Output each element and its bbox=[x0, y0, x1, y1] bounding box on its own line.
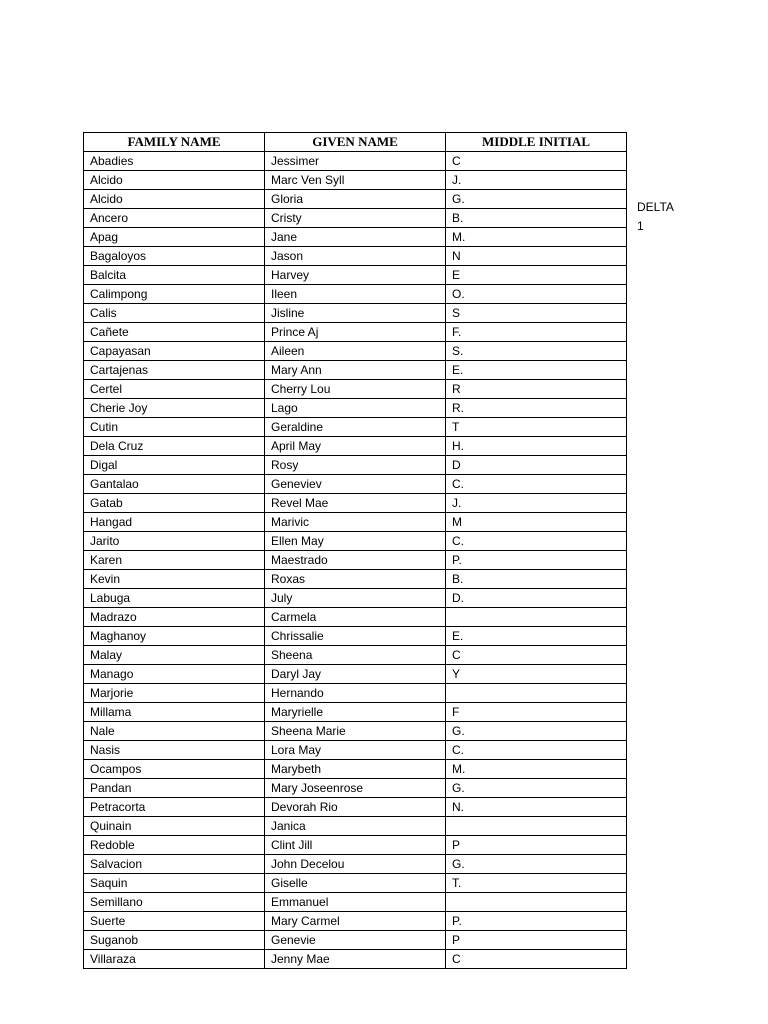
group-label-number: 1 bbox=[637, 219, 644, 233]
given-name-cell: Roxas bbox=[265, 570, 446, 589]
middle-initial-cell: F bbox=[446, 703, 627, 722]
middle-initial-cell: O. bbox=[446, 285, 627, 304]
family-name-cell: Cañete bbox=[84, 323, 265, 342]
middle-initial-cell: B. bbox=[446, 209, 627, 228]
table-row bbox=[84, 760, 627, 779]
table-row bbox=[84, 646, 627, 665]
table-row bbox=[84, 152, 627, 171]
middle-initial-header: MIDDLE INITIAL bbox=[446, 133, 627, 152]
given-name-cell: Marivic bbox=[265, 513, 446, 532]
table-row bbox=[84, 418, 627, 437]
table-row bbox=[84, 456, 627, 475]
family-name-cell: Dela Cruz bbox=[84, 437, 265, 456]
family-name-cell: Saquin bbox=[84, 874, 265, 893]
family-name-cell: Nasis bbox=[84, 741, 265, 760]
given-name-cell: Jessimer bbox=[265, 152, 446, 171]
middle-initial-cell: P bbox=[446, 931, 627, 950]
table-row bbox=[84, 684, 627, 703]
table-row bbox=[84, 323, 627, 342]
table-row bbox=[84, 836, 627, 855]
given-name-cell: Cherry Lou bbox=[265, 380, 446, 399]
given-name-cell: Giselle bbox=[265, 874, 446, 893]
group-label-name: DELTA bbox=[637, 200, 674, 214]
table-row bbox=[84, 551, 627, 570]
middle-initial-cell: C bbox=[446, 646, 627, 665]
middle-initial-cell: T bbox=[446, 418, 627, 437]
table-row bbox=[84, 608, 627, 627]
middle-initial-cell: M. bbox=[446, 760, 627, 779]
table-row bbox=[84, 475, 627, 494]
table-row bbox=[84, 931, 627, 950]
family-name-cell: Alcido bbox=[84, 190, 265, 209]
family-name-cell: Salvacion bbox=[84, 855, 265, 874]
family-name-cell: Villaraza bbox=[84, 950, 265, 969]
given-name-cell: Jenny Mae bbox=[265, 950, 446, 969]
given-name-cell: Prince Aj bbox=[265, 323, 446, 342]
given-name-cell: John Decelou bbox=[265, 855, 446, 874]
middle-initial-cell: C bbox=[446, 152, 627, 171]
family-name-cell: Abadies bbox=[84, 152, 265, 171]
middle-initial-cell: P. bbox=[446, 912, 627, 931]
family-name-cell: Pandan bbox=[84, 779, 265, 798]
given-name-cell: Hernando bbox=[265, 684, 446, 703]
family-name-cell: Cherie Joy bbox=[84, 399, 265, 418]
name-roster-table bbox=[83, 132, 627, 969]
given-name-cell: Daryl Jay bbox=[265, 665, 446, 684]
middle-initial-cell: C. bbox=[446, 532, 627, 551]
given-name-cell: Devorah Rio bbox=[265, 798, 446, 817]
middle-initial-cell: R. bbox=[446, 399, 627, 418]
middle-initial-cell bbox=[446, 684, 627, 703]
given-name-cell: Harvey bbox=[265, 266, 446, 285]
given-name-cell: Sheena Marie bbox=[265, 722, 446, 741]
given-name-cell: Jane bbox=[265, 228, 446, 247]
middle-initial-cell: E. bbox=[446, 627, 627, 646]
middle-initial-cell: G. bbox=[446, 855, 627, 874]
given-name-cell: Marc Ven Syll bbox=[265, 171, 446, 190]
table-row bbox=[84, 209, 627, 228]
middle-initial-cell: Y bbox=[446, 665, 627, 684]
middle-initial-cell: R bbox=[446, 380, 627, 399]
family-name-cell: Cutin bbox=[84, 418, 265, 437]
middle-initial-cell: C. bbox=[446, 741, 627, 760]
family-name-cell: Semillano bbox=[84, 893, 265, 912]
given-name-cell: Maryrielle bbox=[265, 703, 446, 722]
middle-initial-cell: M. bbox=[446, 228, 627, 247]
given-name-cell: Mary Ann bbox=[265, 361, 446, 380]
given-name-cell: Ellen May bbox=[265, 532, 446, 551]
given-name-cell: April May bbox=[265, 437, 446, 456]
given-name-cell: Geraldine bbox=[265, 418, 446, 437]
family-name-cell: Ocampos bbox=[84, 760, 265, 779]
middle-initial-cell: E bbox=[446, 266, 627, 285]
table-row bbox=[84, 893, 627, 912]
table-row bbox=[84, 513, 627, 532]
table-row bbox=[84, 171, 627, 190]
family-name-cell: Quinain bbox=[84, 817, 265, 836]
table-row bbox=[84, 494, 627, 513]
family-name-cell: Millama bbox=[84, 703, 265, 722]
given-name-cell: Ileen bbox=[265, 285, 446, 304]
given-name-cell: Geneviev bbox=[265, 475, 446, 494]
family-name-cell: Petracorta bbox=[84, 798, 265, 817]
family-name-cell: Malay bbox=[84, 646, 265, 665]
family-name-cell: Nale bbox=[84, 722, 265, 741]
table-row bbox=[84, 589, 627, 608]
table-row bbox=[84, 304, 627, 323]
family-name-cell: Bagaloyos bbox=[84, 247, 265, 266]
table-row bbox=[84, 228, 627, 247]
given-name-cell: Marybeth bbox=[265, 760, 446, 779]
given-name-cell: Clint Jill bbox=[265, 836, 446, 855]
table-row bbox=[84, 361, 627, 380]
family-name-cell: Capayasan bbox=[84, 342, 265, 361]
table-row bbox=[84, 912, 627, 931]
middle-initial-cell: H. bbox=[446, 437, 627, 456]
given-name-cell: Lago bbox=[265, 399, 446, 418]
table-row bbox=[84, 817, 627, 836]
table-row bbox=[84, 570, 627, 589]
table-row bbox=[84, 437, 627, 456]
group-label bbox=[637, 198, 674, 236]
given-name-cell: Revel Mae bbox=[265, 494, 446, 513]
family-name-cell: Manago bbox=[84, 665, 265, 684]
given-name-cell: Chrissalie bbox=[265, 627, 446, 646]
table-row bbox=[84, 855, 627, 874]
family-name-cell: Alcido bbox=[84, 171, 265, 190]
family-name-cell: Apag bbox=[84, 228, 265, 247]
given-name-cell: July bbox=[265, 589, 446, 608]
table-row bbox=[84, 532, 627, 551]
family-name-cell: Gatab bbox=[84, 494, 265, 513]
table-row bbox=[84, 741, 627, 760]
table-row bbox=[84, 779, 627, 798]
table-row bbox=[84, 266, 627, 285]
roster-body bbox=[84, 152, 627, 969]
family-name-cell: Labuga bbox=[84, 589, 265, 608]
family-name-cell: Maghanoy bbox=[84, 627, 265, 646]
family-name-cell: Suganob bbox=[84, 931, 265, 950]
family-name-cell: Gantalao bbox=[84, 475, 265, 494]
given-name-cell: Mary Joseenrose bbox=[265, 779, 446, 798]
given-name-cell: Jason bbox=[265, 247, 446, 266]
family-name-cell: Ancero bbox=[84, 209, 265, 228]
table-row bbox=[84, 380, 627, 399]
given-name-cell: Lora May bbox=[265, 741, 446, 760]
middle-initial-cell: E. bbox=[446, 361, 627, 380]
given-name-cell: Rosy bbox=[265, 456, 446, 475]
middle-initial-cell: D bbox=[446, 456, 627, 475]
middle-initial-cell: T. bbox=[446, 874, 627, 893]
table-row bbox=[84, 798, 627, 817]
family-name-cell: Digal bbox=[84, 456, 265, 475]
middle-initial-cell: J. bbox=[446, 171, 627, 190]
given-name-header: GIVEN NAME bbox=[265, 133, 446, 152]
middle-initial-cell: D. bbox=[446, 589, 627, 608]
family-name-cell: Jarito bbox=[84, 532, 265, 551]
given-name-cell: Jisline bbox=[265, 304, 446, 323]
middle-initial-cell: F. bbox=[446, 323, 627, 342]
family-name-cell: Redoble bbox=[84, 836, 265, 855]
table-row bbox=[84, 627, 627, 646]
middle-initial-cell: G. bbox=[446, 190, 627, 209]
table-row bbox=[84, 247, 627, 266]
table-row bbox=[84, 874, 627, 893]
table-row bbox=[84, 399, 627, 418]
given-name-cell: Mary Carmel bbox=[265, 912, 446, 931]
table-row bbox=[84, 342, 627, 361]
family-name-cell: Balcita bbox=[84, 266, 265, 285]
middle-initial-cell: G. bbox=[446, 779, 627, 798]
middle-initial-cell: P bbox=[446, 836, 627, 855]
given-name-cell: Cristy bbox=[265, 209, 446, 228]
family-name-cell: Suerte bbox=[84, 912, 265, 931]
middle-initial-cell bbox=[446, 893, 627, 912]
given-name-cell: Sheena bbox=[265, 646, 446, 665]
middle-initial-cell: C bbox=[446, 950, 627, 969]
family-name-cell: Madrazo bbox=[84, 608, 265, 627]
middle-initial-cell: G. bbox=[446, 722, 627, 741]
given-name-cell: Aileen bbox=[265, 342, 446, 361]
table-row bbox=[84, 665, 627, 684]
family-name-cell: Marjorie bbox=[84, 684, 265, 703]
table-row bbox=[84, 190, 627, 209]
table-row bbox=[84, 722, 627, 741]
family-name-cell: Calimpong bbox=[84, 285, 265, 304]
given-name-cell: Emmanuel bbox=[265, 893, 446, 912]
middle-initial-cell: B. bbox=[446, 570, 627, 589]
middle-initial-cell: N bbox=[446, 247, 627, 266]
header-row bbox=[84, 133, 627, 152]
given-name-cell: Janica bbox=[265, 817, 446, 836]
given-name-cell: Genevie bbox=[265, 931, 446, 950]
middle-initial-cell bbox=[446, 817, 627, 836]
table-row bbox=[84, 703, 627, 722]
middle-initial-cell: M bbox=[446, 513, 627, 532]
family-name-header: FAMILY NAME bbox=[84, 133, 265, 152]
middle-initial-cell: S bbox=[446, 304, 627, 323]
middle-initial-cell: N. bbox=[446, 798, 627, 817]
family-name-cell: Cartajenas bbox=[84, 361, 265, 380]
given-name-cell: Gloria bbox=[265, 190, 446, 209]
family-name-cell: Calis bbox=[84, 304, 265, 323]
middle-initial-cell bbox=[446, 608, 627, 627]
middle-initial-cell: C. bbox=[446, 475, 627, 494]
family-name-cell: Hangad bbox=[84, 513, 265, 532]
middle-initial-cell: P. bbox=[446, 551, 627, 570]
family-name-cell: Karen bbox=[84, 551, 265, 570]
table-row bbox=[84, 950, 627, 969]
given-name-cell: Carmela bbox=[265, 608, 446, 627]
given-name-cell: Maestrado bbox=[265, 551, 446, 570]
table-row bbox=[84, 285, 627, 304]
middle-initial-cell: J. bbox=[446, 494, 627, 513]
family-name-cell: Kevin bbox=[84, 570, 265, 589]
family-name-cell: Certel bbox=[84, 380, 265, 399]
middle-initial-cell: S. bbox=[446, 342, 627, 361]
